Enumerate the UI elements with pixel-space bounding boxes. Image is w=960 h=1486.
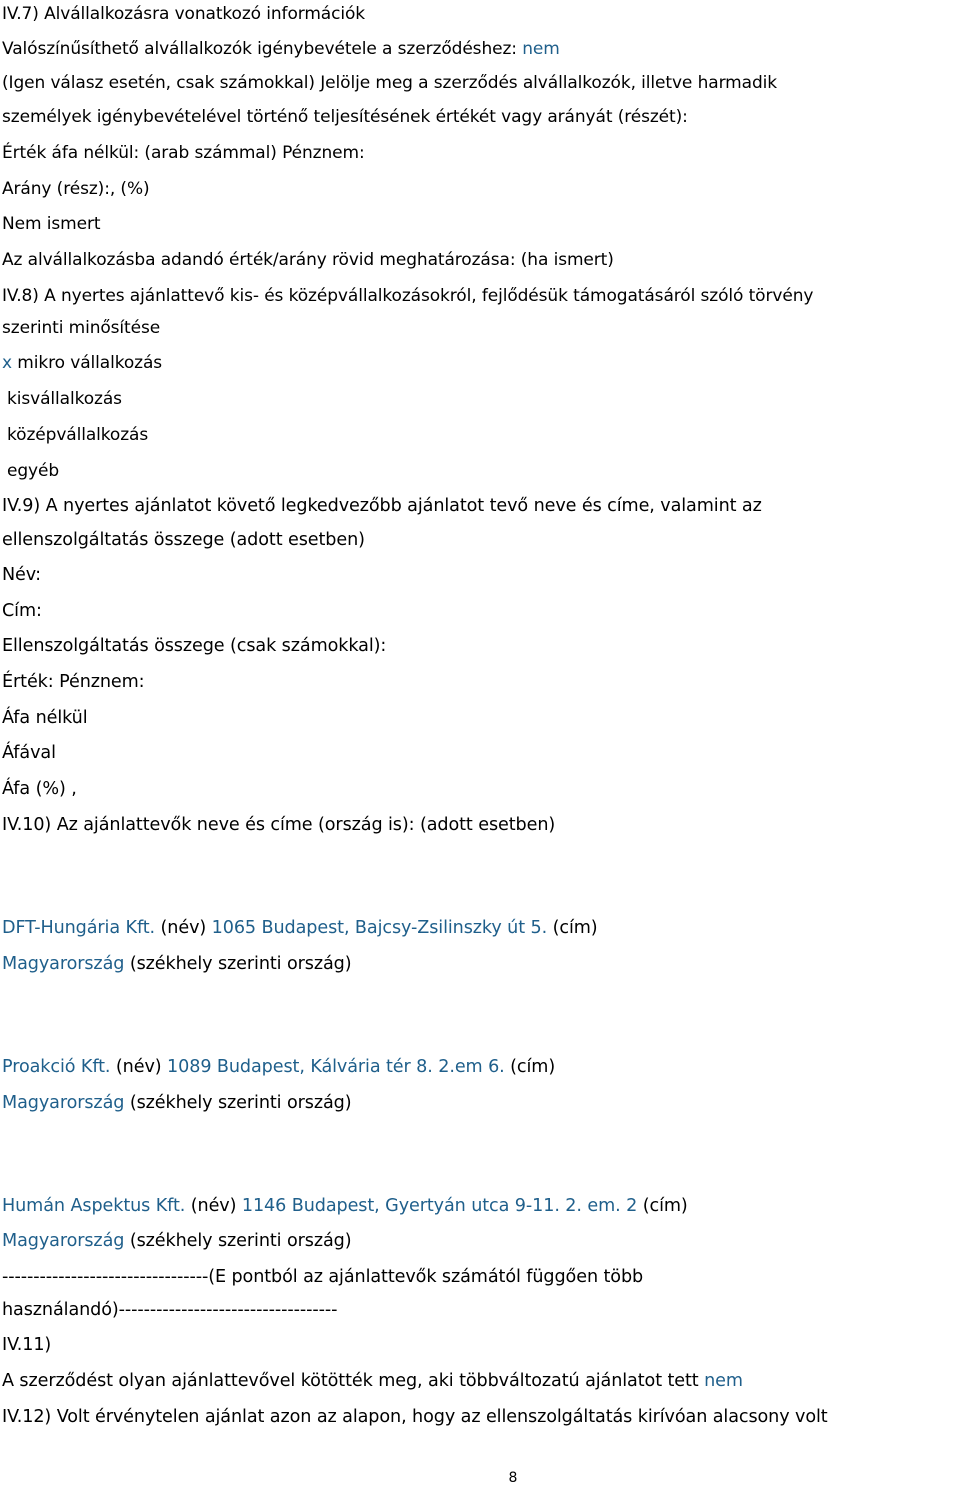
bidder-3-country: Magyarország — [2, 1231, 125, 1251]
bidder-3-address: 1146 Budapest, Gyertyán utca 9-11. 2. em. 2 — [241, 1196, 638, 1216]
bidder-3-country-line — [2, 1230, 351, 1252]
bidder-1-name: DFT-Hungária Kft. — [2, 918, 156, 938]
vat-included-label: Áfával — [2, 743, 56, 763]
likely-subcontractors-label: Valószínűsíthető alvállalkozók igénybevétele a szerződéshez: — [2, 39, 517, 59]
address-suffix: (cím) — [552, 918, 598, 938]
vat-percent-label: Áfa (%) , — [2, 779, 77, 799]
vat-excluded-label: Áfa nélkül — [2, 708, 88, 728]
ratio-line: Arány (rész):, (%) — [2, 179, 150, 199]
likely-subcontractors-value: nem — [522, 39, 560, 59]
section-iv8-heading-1: IV.8) A nyertes ajánlattevő kis- és középvállalkozásokról, fejlődésük támogatásáról szóló törvény — [2, 286, 814, 306]
page-number: 8 — [508, 1470, 518, 1486]
name-suffix: (név) — [190, 1196, 237, 1216]
short-description-line: Az alvállalkozásba adandó érték/arány rövid meghatározása: (ha ismert) — [2, 250, 614, 270]
section-iv9-heading-1: IV.9) A nyertes ajánlatot követő legkedvezőbb ajánlatot tevő neve és címe, valamint az — [2, 496, 762, 516]
repeat-note-line-2: használandó)----------------------------------- — [2, 1300, 338, 1320]
variant-bid-value: nem — [704, 1371, 743, 1391]
instruction-line-1: (Igen válasz esetén, csak számokkal) Jelölje meg a szerződés alvállalkozók, illetve harmadik — [2, 73, 778, 93]
bidder-1-address: 1065 Budapest, Bajcsy-Zsilinszky út 5. — [211, 918, 548, 938]
section-iv11-heading: IV.11) — [2, 1335, 52, 1355]
name-label: Név: — [2, 565, 41, 585]
repeat-note-line-1: ---------------------------------(E pontból az ajánlattevők számától függően több — [2, 1267, 644, 1287]
option-medium: középvállalkozás — [7, 425, 149, 445]
section-iv10-heading: IV.10) Az ajánlattevők neve és címe (ország is): (adott esetben) — [2, 815, 556, 835]
variant-bid-line — [2, 1370, 743, 1392]
bidder-3-name: Humán Aspektus Kft. — [2, 1196, 186, 1216]
bidder-2-country-line — [2, 1092, 351, 1114]
bidder-1-line — [2, 917, 598, 939]
bidder-1-country: Magyarország — [2, 954, 125, 974]
option-small: kisvállalkozás — [7, 389, 122, 409]
bidder-2-country: Magyarország — [2, 1093, 125, 1113]
bidder-3-line — [2, 1195, 688, 1217]
value-currency-label: Érték: Pénznem: — [2, 672, 145, 692]
bidder-2-address: 1089 Budapest, Kálvária tér 8. 2.em 6. — [167, 1057, 505, 1077]
bidder-1-country-line — [2, 953, 351, 975]
section-iv8-heading-2: szerinti minősítése — [2, 318, 161, 338]
address-suffix: (cím) — [510, 1057, 556, 1077]
option-micro-label: mikro vállalkozás — [17, 353, 163, 373]
country-suffix: (székhely szerinti ország) — [129, 1231, 352, 1251]
country-suffix: (székhely szerinti ország) — [129, 954, 352, 974]
address-label: Cím: — [2, 601, 42, 621]
section-iv7-heading: IV.7) Alvállalkozásra vonatkozó információk — [2, 4, 366, 24]
section-iv12-heading: IV.12) Volt érvénytelen ajánlat azon az alapon, hogy az ellenszolgáltatás kirívóan alacsony volt — [2, 1407, 828, 1427]
not-known-text: Nem ismert — [2, 214, 101, 234]
instruction-line-2: személyek igénybevételével történő teljesítésének értékét vagy arányát (részét): — [2, 107, 688, 127]
country-suffix: (székhely szerinti ország) — [129, 1093, 352, 1113]
bidder-2-name: Proakció Kft. — [2, 1057, 111, 1077]
name-suffix: (név) — [115, 1057, 162, 1077]
likely-subcontractors-line — [2, 38, 560, 60]
bidder-2-line — [2, 1056, 555, 1078]
amount-label: Ellenszolgáltatás összege (csak számokkal): — [2, 636, 387, 656]
option-micro — [2, 352, 162, 374]
option-other: egyéb — [7, 461, 60, 481]
name-suffix: (név) — [160, 918, 207, 938]
address-suffix: (cím) — [642, 1196, 688, 1216]
selected-mark: x — [2, 353, 12, 373]
value-without-vat-line: Érték áfa nélkül: (arab számmal) Pénznem: — [2, 143, 365, 163]
variant-bid-text: A szerződést olyan ajánlattevővel kötötték meg, aki többváltozatú ajánlatot tett — [2, 1371, 699, 1391]
section-iv9-heading-2: ellenszolgáltatás összege (adott esetben) — [2, 530, 365, 550]
